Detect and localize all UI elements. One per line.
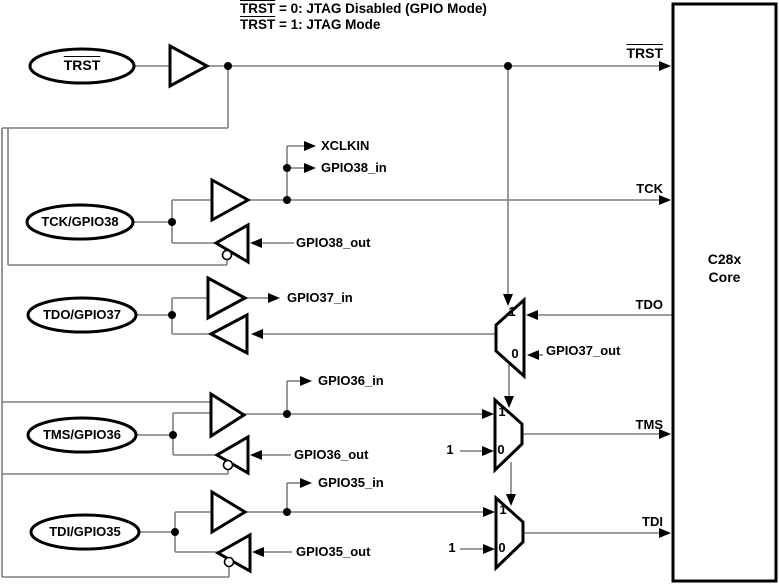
header-line1 bbox=[240, 1, 487, 17]
core-label bbox=[673, 250, 776, 286]
arrow-gpio37-out bbox=[527, 350, 539, 360]
arrow-tdo-buffer-in bbox=[251, 329, 263, 339]
arrow-tdi-mux-in1 bbox=[483, 507, 495, 517]
gpio38-in-label: GPIO38_in bbox=[321, 160, 387, 175]
c28x-core-box bbox=[673, 4, 776, 581]
tdi-core-signal-label: TDI bbox=[642, 514, 663, 529]
tck-output-enable-bubble bbox=[223, 251, 232, 260]
arrow-tdo-from-core bbox=[526, 310, 538, 320]
tdo-mux-port-1: 1 bbox=[508, 304, 516, 319]
header-line1-rest: = 0: JTAG Disabled (GPIO Mode) bbox=[275, 1, 487, 16]
arrow-tdi-to-core bbox=[659, 528, 671, 538]
header-line2-signal: TRST bbox=[240, 17, 276, 32]
trst-input-buffer bbox=[170, 46, 207, 86]
tdi-gpio35-pin-label: TDI/GPIO35 bbox=[49, 524, 121, 539]
arrow-gpio35-out bbox=[252, 547, 264, 557]
arrow-gpio37-in bbox=[268, 293, 280, 303]
gpio37-out-label: GPIO37_out bbox=[546, 343, 621, 358]
arrow-gpio38-in bbox=[304, 163, 316, 173]
tdi-input-buffer bbox=[212, 492, 245, 532]
core-label-line1: C28x bbox=[707, 251, 742, 267]
tdi-mux-port-0: 0 bbox=[498, 540, 506, 555]
gpio37-in-label: GPIO37_in bbox=[287, 290, 353, 305]
arrow-gpio36-out bbox=[250, 450, 262, 460]
tms-mux-port-1: 1 bbox=[498, 404, 506, 419]
tdo-output-buffer bbox=[211, 315, 247, 353]
header-line2-rest: = 1: JTAG Mode bbox=[275, 17, 381, 32]
arrow-xclkin bbox=[304, 141, 316, 151]
gpio36-out-label: GPIO36_out bbox=[294, 447, 369, 462]
header-line1-signal: TRST bbox=[240, 1, 276, 16]
components bbox=[27, 4, 776, 581]
tms-mux-port-0: 0 bbox=[497, 442, 505, 457]
gpio35-out-label: GPIO35_out bbox=[296, 544, 371, 559]
arrow-gpio38-out bbox=[250, 238, 262, 248]
gpio36-in-label: GPIO36_in bbox=[318, 373, 384, 388]
arrow-tck-to-core bbox=[659, 195, 671, 205]
tms-tie-high-constant: 1 bbox=[446, 442, 454, 457]
tdo-input-buffer bbox=[208, 278, 245, 318]
tdi-mux-port-1: 1 bbox=[499, 502, 507, 517]
tms-output-enable-bubble bbox=[224, 461, 233, 470]
arrow-tms-mux-in0 bbox=[482, 446, 494, 456]
tck-gpio38-pin-label: TCK/GPIO38 bbox=[41, 214, 119, 229]
tms-input-buffer bbox=[211, 394, 244, 436]
tdi-output-enable-bubble bbox=[225, 558, 234, 567]
tdo-gpio37-pin-label: TDO/GPIO37 bbox=[42, 307, 122, 322]
trst-pin-label: TRST bbox=[63, 57, 101, 73]
tms-core-signal-label: TMS bbox=[635, 417, 663, 432]
arrow-tdi-mux-in0 bbox=[483, 544, 495, 554]
arrow-gpio35-in bbox=[300, 478, 312, 488]
trst-core-signal-label: TRST bbox=[626, 45, 663, 61]
tms-gpio36-pin-label: TMS/GPIO36 bbox=[42, 427, 122, 442]
tdi-tie-high-constant: 1 bbox=[448, 540, 456, 555]
tdo-mux-port-0: 0 bbox=[511, 346, 519, 361]
arrow-trst-to-core bbox=[659, 61, 671, 71]
arrow-gpio36-in bbox=[300, 376, 312, 386]
tdi-output-buffer bbox=[218, 535, 250, 571]
core-label-line2: Core bbox=[708, 269, 741, 285]
arrow-tms-mux-in1 bbox=[482, 409, 494, 419]
gpio38-out-label: GPIO38_out bbox=[296, 235, 371, 250]
gpio35-in-label: GPIO35_in bbox=[318, 475, 384, 490]
xclkin-label: XCLKIN bbox=[321, 138, 370, 153]
header-line2 bbox=[240, 17, 380, 33]
tck-core-signal-label: TCK bbox=[636, 181, 663, 196]
tdo-core-signal-label: TDO bbox=[635, 297, 663, 312]
tck-input-buffer bbox=[212, 180, 248, 220]
